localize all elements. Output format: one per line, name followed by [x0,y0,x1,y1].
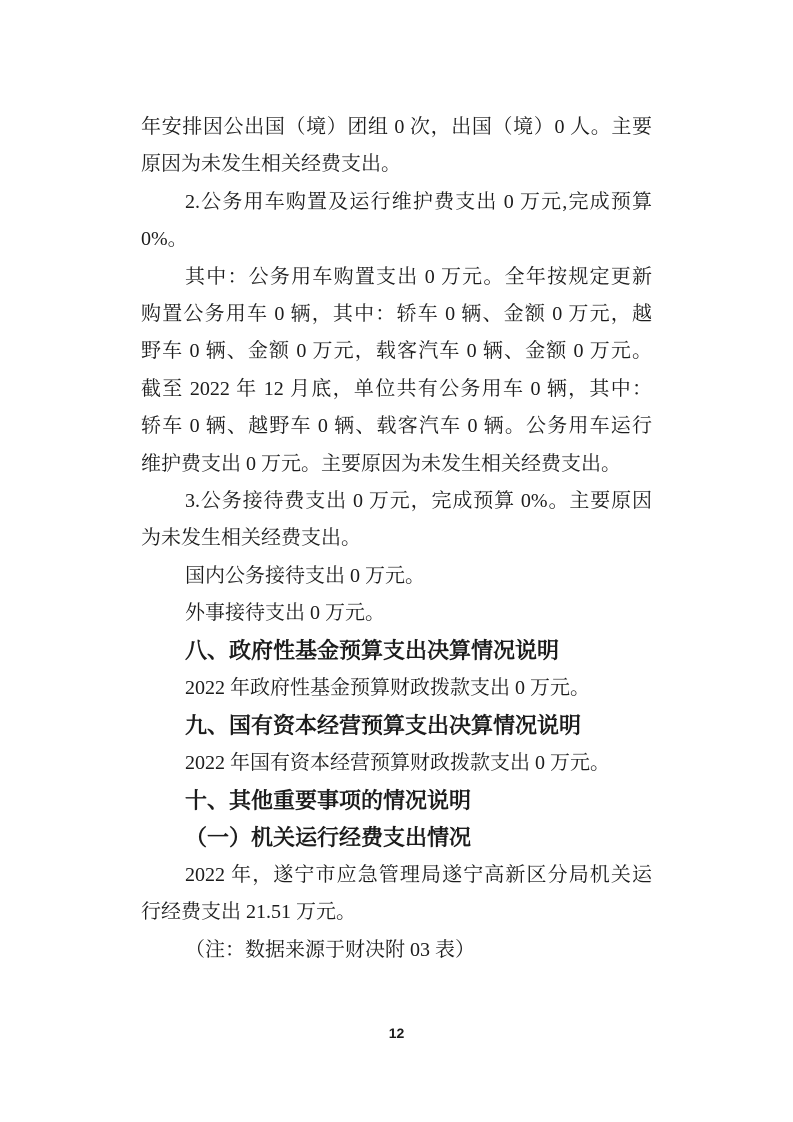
text-line: 野车 0 辆、金额 0 万元，载客汽车 0 辆、金额 0 万元。 [141,340,652,363]
paragraph [141,745,652,782]
text-line: （注：数据来源于财决附 03 表） [185,938,475,961]
section-heading [141,707,652,744]
text-line: 2022 年政府性基金预算财政拨款支出 0 万元。 [185,676,590,699]
text-line: 八、政府性基金预算支出决算情况说明 [185,638,560,664]
text-line: 2022 年国有资本经营预算财政拨款支出 0 万元。 [185,751,610,774]
text-line: 国内公务接待支出 0 万元。 [185,564,425,587]
paragraph [141,109,652,184]
text-line: 维护费支出 0 万元。主要原因为未发生相关经费支出。 [141,452,621,475]
paragraph [141,259,652,483]
paragraph [141,857,652,932]
text-line: （一）机关运行经费支出情况 [185,825,472,851]
text-line: 外事接待支出 0 万元。 [185,602,385,625]
paragraph [141,483,652,558]
text-line: 购置公务用车 0 辆，其中：轿车 0 辆、金额 0 万元，越 [141,302,652,325]
text-line: 十、其他重要事项的情况说明 [185,788,472,814]
text-line: 为未发生相关经费支出。 [141,527,361,550]
paragraph [141,595,652,632]
text-line: 行经费支出 21.51 万元。 [141,901,356,924]
section-heading [141,632,652,669]
text-line: 2.公务用车购置及运行维护费支出 0 万元,完成预算 [185,190,652,213]
text-line: 九、国有资本经营预算支出决算情况说明 [185,713,582,739]
text-line: 2022 年，遂宁市应急管理局遂宁高新区分局机关运 [185,863,652,886]
paragraph [141,932,652,969]
text-line: 其中：公务用车购置支出 0 万元。全年按规定更新 [185,265,652,288]
paragraph [141,184,652,259]
text-line: 0%。 [141,228,188,251]
text-line: 年安排因公出国（境）团组 0 次，出国（境）0 人。主要 [141,116,652,138]
subsection-heading [141,819,652,856]
paragraph [141,670,652,707]
text-line: 3.公务接待费支出 0 万元，完成预算 0%。主要原因 [185,489,652,512]
text-line: 轿车 0 辆、越野车 0 辆、载客汽车 0 辆。公务用车运行 [141,415,652,438]
page-number: 12 [388,1025,405,1041]
text-line: 原因为未发生相关经费支出。 [141,153,401,176]
section-heading [141,782,652,819]
document-body [141,109,652,969]
paragraph [141,558,652,595]
text-line: 截至 2022 年 12 月底，单位共有公务用车 0 辆，其中： [141,377,652,400]
